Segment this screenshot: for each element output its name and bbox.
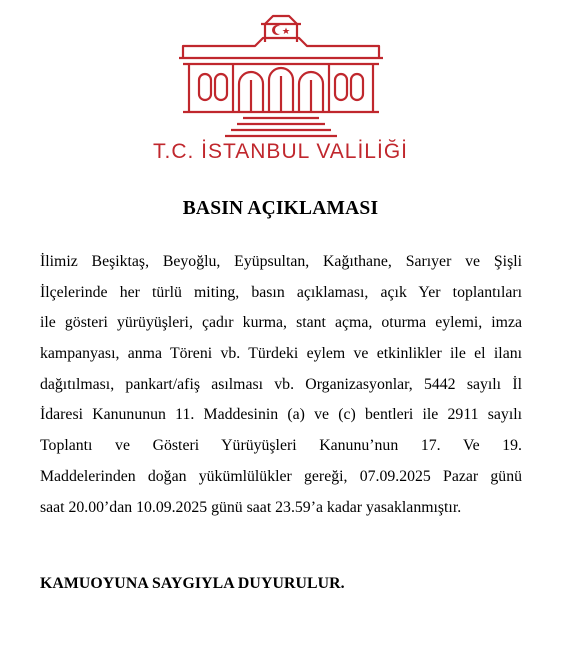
body-line: İlçelerinde her türlü miting, basın açıklaması, açık Yer toplantıları [40,283,522,301]
body-line: Toplantı ve Gösteri Yürüyüşleri Kanunu’nun 17. Ve 19. [40,437,522,455]
body-line: İlimiz Beşiktaş, Beyoğlu, Eyüpsultan, Kağıthane, Sarıyer ve Şişli [40,253,522,270]
institution-name: T.C. İSTANBUL VALİLİĞİ [152,140,408,163]
document-body [40,247,522,523]
body-line: dağıtılması, pankart/afiş asılması vb. Organizasyonlar, 5442 sayılı İl [40,375,522,393]
body-line: İdaresi Kanununun 11. Maddesinin (a) ve (c) bentleri ile 2911 sayılı [40,406,522,424]
body-line: Maddelerinden doğan yükümlülükler gereği, 07.09.2025 Pazar günü [40,467,522,485]
body-line: kampanyası, anma Töreni vb. Türdeki eylem ve etkinlikler ile el ilanı [40,345,522,363]
body-line: ile gösteri yürüyüşleri, çadır kurma, stant açma, oturma eylemi, imza [40,314,522,332]
closing-statement: KAMUOYUNA SAYGIYLA DUYURULUR. [40,575,345,592]
document-title: BASIN AÇIKLAMASI [182,198,379,219]
body-line: saat 20.00’dan 10.09.2025 günü saat 23.59’a kadar yasaklanmıştır. [40,498,462,516]
